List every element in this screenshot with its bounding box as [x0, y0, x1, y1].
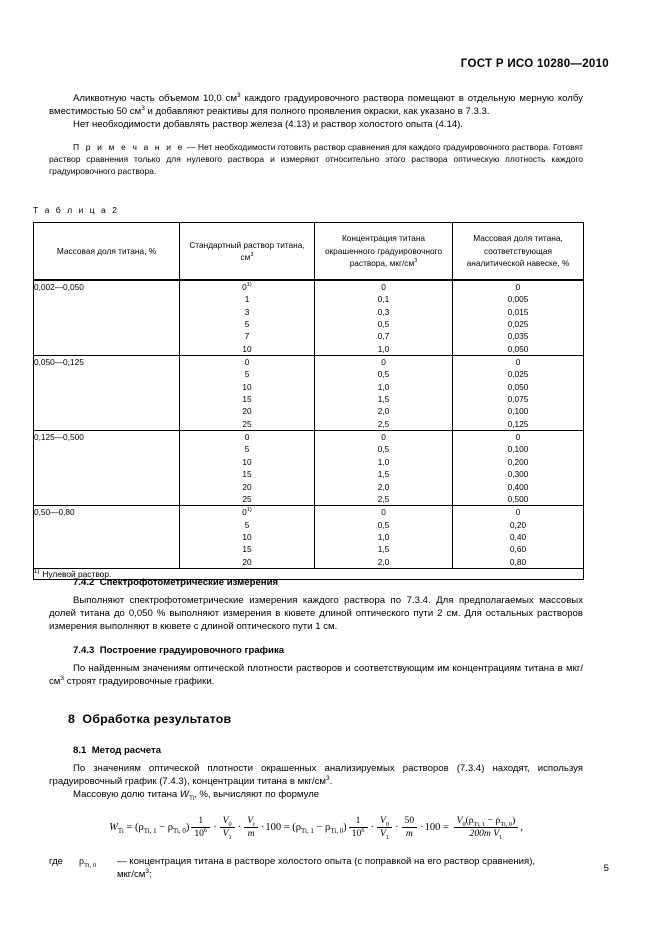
cell-range: 0,002—0,050: [34, 280, 180, 356]
value-line: 0,80: [509, 556, 527, 567]
value-line: 0,075: [507, 394, 529, 405]
value-line: 0: [515, 507, 521, 518]
superscript-cubic-4: 3: [325, 775, 330, 783]
cell-standard-solution: [180, 431, 315, 506]
cell-range: 0,125—0,500: [34, 431, 180, 506]
table-header-row: [34, 223, 584, 281]
result-sub1: Ti, 1: [473, 820, 486, 828]
value-line: 10: [242, 343, 252, 354]
header-concentration-sup: 3: [414, 258, 418, 265]
value-line: 0,200: [507, 456, 529, 467]
formula-dot-2: ·: [237, 821, 242, 833]
superscript-cubic-2: 3: [141, 105, 145, 113]
paragraph-8-1-part1: По значениям оптической плотности окрашенных анализируемых растворов (7.3.4) находят, используя градуировочный график (7.4.3), концентрации титана в мкг/см: [49, 763, 583, 788]
fraction-denominator: [349, 828, 368, 839]
value-line: 2,5: [377, 418, 390, 429]
footnote-ref: 1): [246, 282, 252, 289]
paragraph-7-4-2-body: Выполняют спектрофотометрические измерения каждого раствора по 7.3.4. Для предполагаемых массовых долей титана до 0,050 % выполняют измерения в кювете длиной оптического пути 2 см. Для остальных растворов измерения выполняют в кювете с длиной оптического пути 1 см.: [49, 595, 583, 633]
footnote-text: Нулевой раствор.: [42, 568, 112, 579]
value-line: 20: [242, 556, 252, 567]
formula-rho0: ρ: [167, 821, 173, 833]
value-line: 3: [244, 306, 250, 317]
cell-mass-fraction-sample: [453, 506, 584, 569]
value-line: 20: [242, 481, 252, 492]
value-line: 10: [242, 456, 252, 467]
where-definition: [117, 855, 583, 881]
cell-concentration: [315, 280, 453, 356]
formula-lhs-sub: Ti: [117, 827, 124, 835]
formula-fraction-2: [220, 816, 235, 839]
paragraph-7-4-3-body: [49, 662, 583, 688]
where-word: где: [49, 855, 64, 867]
heading-8-1-number: 8.1: [73, 745, 87, 757]
header-mass-fraction-sample: [453, 223, 584, 281]
formula-hundred-2: 100: [424, 821, 441, 833]
page-number: 5: [603, 863, 609, 874]
num-sym: V: [247, 814, 254, 826]
table-body: [34, 280, 584, 579]
paragraph-aliquot-part1: Аликвотную часть объемом 10,0 см: [73, 93, 237, 104]
value-line: 0,005: [507, 294, 529, 305]
where-symbol-sub: Ti, 0: [84, 861, 97, 869]
formula-rho1-sub: Ti, 1: [143, 827, 157, 835]
formula-fraction-1: [191, 816, 210, 839]
formula-dot-6: ·: [420, 821, 424, 833]
paragraph-no-need-iron: Нет необходимости добавлять раствор железа (4.13) и раствор холостого опыта (4.14).: [73, 119, 464, 131]
value-line: 5: [244, 519, 250, 530]
paragraph-aliquot-part3: и добавляют реактивы для полного проявления окраски, как указано в 7.3.3.: [144, 106, 490, 118]
header-concentration-l2: окрашенного градуировочного: [324, 245, 443, 256]
formula-dot-3: ·: [260, 821, 265, 833]
formula-dot-1: ·: [213, 821, 217, 833]
header-concentration-l3: раствора, мкг/см: [349, 258, 415, 269]
heading-7-4-2-title: Спектрофотометрические измерения: [99, 577, 279, 588]
value-line: 7: [244, 331, 250, 342]
value-line: 0,7: [377, 331, 390, 342]
formula-fraction-3: [244, 816, 258, 839]
cell-concentration: [315, 356, 453, 431]
value-line: 0: [515, 432, 521, 443]
value-line: 20: [242, 406, 252, 417]
formula-eq-1: =: [126, 821, 133, 833]
result-v-sub: 0: [462, 820, 466, 828]
value-line: 0,050: [507, 343, 529, 354]
calibration-table: [33, 222, 584, 580]
formula-intro-subscript: Ti: [188, 795, 194, 803]
heading-section-8-title: Обработка результатов: [82, 712, 232, 727]
value-line: [180, 281, 314, 293]
value-line: 0,400: [507, 481, 529, 492]
num-sub: t: [253, 820, 255, 828]
fraction-denominator: [454, 828, 519, 839]
value-line: [180, 506, 314, 518]
value-line: 0,20: [509, 519, 527, 530]
where-clause: [49, 855, 583, 881]
value-line: 0: [244, 432, 250, 443]
den-exponent: 6: [203, 826, 208, 834]
num-sym: V: [222, 814, 229, 826]
value-line: 1: [244, 294, 250, 305]
table-header: [34, 223, 584, 281]
where-symbol-base: ρ: [79, 855, 84, 867]
value-line: 0,025: [507, 369, 529, 380]
cell-mass-fraction-sample: [453, 431, 584, 506]
result-v: V: [456, 814, 463, 826]
heading-8-1: [49, 745, 583, 756]
formula-minus-1: −: [159, 821, 166, 833]
where-unit-base: мкг/см: [117, 869, 146, 881]
formula-fraction-4: [402, 816, 418, 839]
cell-mass-fraction-sample: [453, 280, 584, 356]
heading-7-4-3: [49, 645, 583, 656]
fraction-denominator: [402, 828, 418, 839]
value-line: 0: [381, 357, 386, 368]
value-line: 1,0: [377, 343, 390, 354]
header-mass-fraction: [34, 223, 180, 281]
value-line: 0: [244, 357, 250, 368]
paragraph-aliquot: [49, 92, 583, 118]
den-base: 10: [351, 827, 362, 839]
value-line: 0,1: [377, 294, 390, 305]
formula-hundred-1: 100: [265, 821, 282, 833]
value-line: 15: [242, 469, 252, 480]
value-line: 0,60: [509, 544, 527, 555]
formula-rho1-sub-b: Ti, 1: [301, 827, 314, 835]
den-exponent: 6: [361, 826, 365, 834]
formula-fraction-1b: [349, 816, 368, 839]
cell-standard-solution: [180, 506, 315, 569]
value-line: 0,5: [377, 369, 390, 380]
value-line: 0,050: [507, 381, 529, 392]
formula-eq-3: =: [443, 821, 449, 833]
value: 0: [242, 282, 247, 292]
where-unit-sup: 3: [145, 867, 149, 875]
den-sym: V: [380, 827, 386, 839]
den-base: 10: [194, 827, 204, 839]
value-line: 0: [515, 357, 521, 368]
table-row: [34, 506, 584, 569]
where-unit-tail: ;: [148, 869, 152, 881]
value-line: 5: [244, 319, 250, 330]
value-line: 0,40: [509, 531, 527, 542]
value-line: 0,500: [507, 493, 529, 504]
num-sub: 0: [228, 820, 232, 828]
where-symbol: [79, 855, 117, 881]
den-sym: m: [405, 827, 413, 839]
paragraph-8-1-part2: .: [329, 776, 333, 788]
formula-paren-close-2: ): [343, 821, 347, 833]
upper-text-block: [49, 92, 583, 178]
paragraph-7-4-3-part1: По найденным значениям оптической плотности растворов и соответствующим им концентрациям титана в мкг/см: [49, 662, 583, 687]
fraction-numerator: 1: [191, 816, 210, 828]
value-line: 0: [381, 282, 386, 292]
formula-dot-4: ·: [370, 821, 374, 833]
fraction-numerator: 1: [349, 816, 368, 828]
value-line: 1,0: [377, 456, 390, 467]
mass-fraction-formula: [109, 816, 523, 839]
cell-concentration: [315, 506, 453, 569]
num-sub: 0: [385, 820, 390, 828]
formula-dot-5: ·: [395, 821, 399, 833]
result-close: ): [512, 814, 516, 826]
note-block: [49, 141, 583, 178]
value-line: 0,5: [377, 519, 390, 530]
value-line: 25: [242, 493, 252, 504]
formula-result-fraction: [454, 816, 519, 839]
header-mass-fraction-sample-l2: соответствующая: [484, 245, 552, 256]
fraction-denominator: [191, 828, 210, 839]
fraction-denominator: [244, 828, 258, 839]
value-line: 0,035: [507, 331, 529, 342]
table-row: [34, 356, 584, 431]
paragraph-aliquot-part2: каждого градуировочного раствора помещают в отдельную мерную колбу вместимостью 50 см: [49, 93, 583, 118]
value-line: 0: [515, 282, 521, 292]
header-standard-solution-l1: Стандартный раствор титана,: [189, 239, 305, 250]
footnote-mark: 1): [34, 569, 40, 576]
value-line: 0,5: [377, 444, 390, 455]
heading-section-8: [49, 712, 583, 726]
value-line: 2,0: [377, 556, 390, 567]
fraction-denominator: [220, 828, 235, 839]
value-line: 10: [242, 531, 252, 542]
result-den-sub: 1: [499, 833, 503, 841]
value-line: 2,0: [377, 481, 390, 492]
lower-text-block: [49, 577, 583, 881]
fraction-numerator: [377, 816, 392, 828]
value-line: 0,300: [507, 469, 529, 480]
cell-mass-fraction-sample: [453, 356, 584, 431]
formula-minus-2: −: [316, 821, 323, 833]
num-sym: V: [380, 814, 386, 826]
result-minus: − ρ: [485, 814, 501, 826]
value-line: 2,0: [377, 406, 390, 417]
value-line: 1,5: [377, 469, 390, 480]
cell-concentration: [315, 431, 453, 506]
value-line: 15: [242, 544, 252, 555]
value-line: 0,100: [507, 406, 529, 417]
value: 0: [242, 507, 247, 518]
value-line: 1,5: [377, 544, 390, 555]
header-mass-fraction-sample-l1: Массовая доля титана,: [473, 233, 563, 244]
formula-rho1: ρ: [138, 821, 144, 833]
formula-rho0-sub-b: Ti, 0: [330, 827, 344, 835]
table-row: [34, 280, 584, 356]
header-standard-solution-sup: 3: [250, 252, 254, 259]
fraction-numerator: [244, 816, 258, 828]
cell-range: 0,050—0,125: [34, 356, 180, 431]
superscript-cubic-1: 3: [236, 91, 241, 99]
formula-intro-symbol: W: [179, 789, 189, 801]
formula-paren-open-2: (: [292, 821, 296, 833]
value-line: 0,125: [507, 418, 529, 429]
fraction-numerator: 50: [402, 816, 418, 828]
cell-range: 0,50—0,80: [34, 506, 180, 569]
formula-paren-close-1: ): [185, 821, 190, 833]
heading-7-4-3-number: 7.4.3: [73, 644, 95, 656]
heading-section-8-number: 8: [68, 712, 76, 727]
header-standard-solution-l2: см: [240, 252, 251, 262]
paragraph-8-1-body: [49, 762, 583, 788]
value-line: 2,5: [377, 493, 390, 504]
result-open: (ρ: [465, 814, 474, 826]
note-label: П р и м е ч а н и е: [73, 141, 185, 152]
value-line: 15: [242, 394, 252, 405]
den-sym: m: [247, 827, 255, 839]
heading-7-4-2-number: 7.4.2: [73, 577, 95, 588]
value-line: 0,015: [507, 306, 529, 317]
heading-7-4-3-title: Построение градуировочного графика: [99, 644, 285, 656]
value-line: 1,0: [377, 531, 390, 542]
header-mass-fraction-sample-l3: аналитической навеске, %: [466, 258, 570, 269]
value-line: 0,5: [377, 319, 390, 330]
value-line: 0: [381, 507, 386, 518]
heading-8-1-title: Метод расчета: [91, 745, 162, 757]
formula-rho0-b: ρ: [325, 821, 331, 833]
superscript-cubic-3: 3: [60, 674, 65, 682]
value-line: 0,025: [507, 319, 529, 330]
value-line: 5: [244, 444, 250, 455]
cell-standard-solution: [180, 356, 315, 431]
value-line: 1,0: [377, 381, 390, 392]
paragraph-8-1-formula-intro: [49, 788, 583, 801]
table-row: [34, 431, 584, 506]
den-sym: V: [222, 827, 229, 839]
footnote-ref: 1): [246, 507, 252, 514]
formula-fraction-2b: [377, 816, 392, 839]
value-line: 0,100: [507, 444, 529, 455]
fraction-numerator: [454, 816, 519, 828]
fraction-denominator: [377, 828, 392, 839]
formula-row: [49, 816, 583, 839]
formula-rho1-b: ρ: [295, 821, 302, 833]
value-line: 5: [244, 369, 250, 380]
formula-rho0-sub: Ti, 0: [172, 827, 186, 835]
header-concentration: [315, 223, 453, 281]
where-definition-text: — концентрация титана в растворе холостого опыта (с поправкой на его раствор сравнения),: [117, 855, 536, 867]
cell-standard-solution: [180, 280, 315, 356]
formula-intro-part1: Массовую долю титана: [73, 789, 180, 801]
formula-trailing-comma: ,: [520, 821, 523, 833]
where-unit: [117, 868, 583, 881]
value-line: 0: [381, 432, 386, 443]
header-mass-fraction-l1: Массовая доля титана, %: [56, 245, 157, 256]
formula-intro-part2: , %, вычисляют по формуле: [193, 789, 320, 801]
header-concentration-l1: Концентрация титана: [341, 233, 426, 244]
formula-paren-open-1: (: [134, 821, 139, 833]
fraction-numerator: [220, 816, 235, 828]
result-sub2: Ti, 0: [500, 820, 513, 828]
standard-header: ГОСТ Р ИСО 10280—2010: [460, 58, 609, 70]
heading-7-4-2: [49, 577, 583, 588]
paragraph-7-4-3-part2: строят градуировочные графики.: [64, 675, 215, 687]
value-line: 10: [242, 381, 252, 392]
den-sub: 1: [385, 833, 390, 841]
value-line: 0,3: [377, 306, 390, 317]
value-line: 1,5: [377, 394, 390, 405]
den-sub: 1: [228, 833, 232, 841]
note-text: — Нет необходимости готовить раствор сравнения для каждого градуировочного раствора. Готовят раствор сравнения только для нулевого раствора и измеряют относительно этого раствора оптическую плотность каждого градуировочного раствора.: [49, 141, 583, 177]
value-line: 25: [242, 418, 252, 429]
header-standard-solution: [180, 223, 315, 281]
table-caption: Т а б л и ц а 2: [33, 205, 119, 215]
result-den: 200m V: [469, 827, 500, 839]
formula-lhs: W: [109, 821, 118, 833]
formula-eq-2: =: [283, 821, 290, 833]
